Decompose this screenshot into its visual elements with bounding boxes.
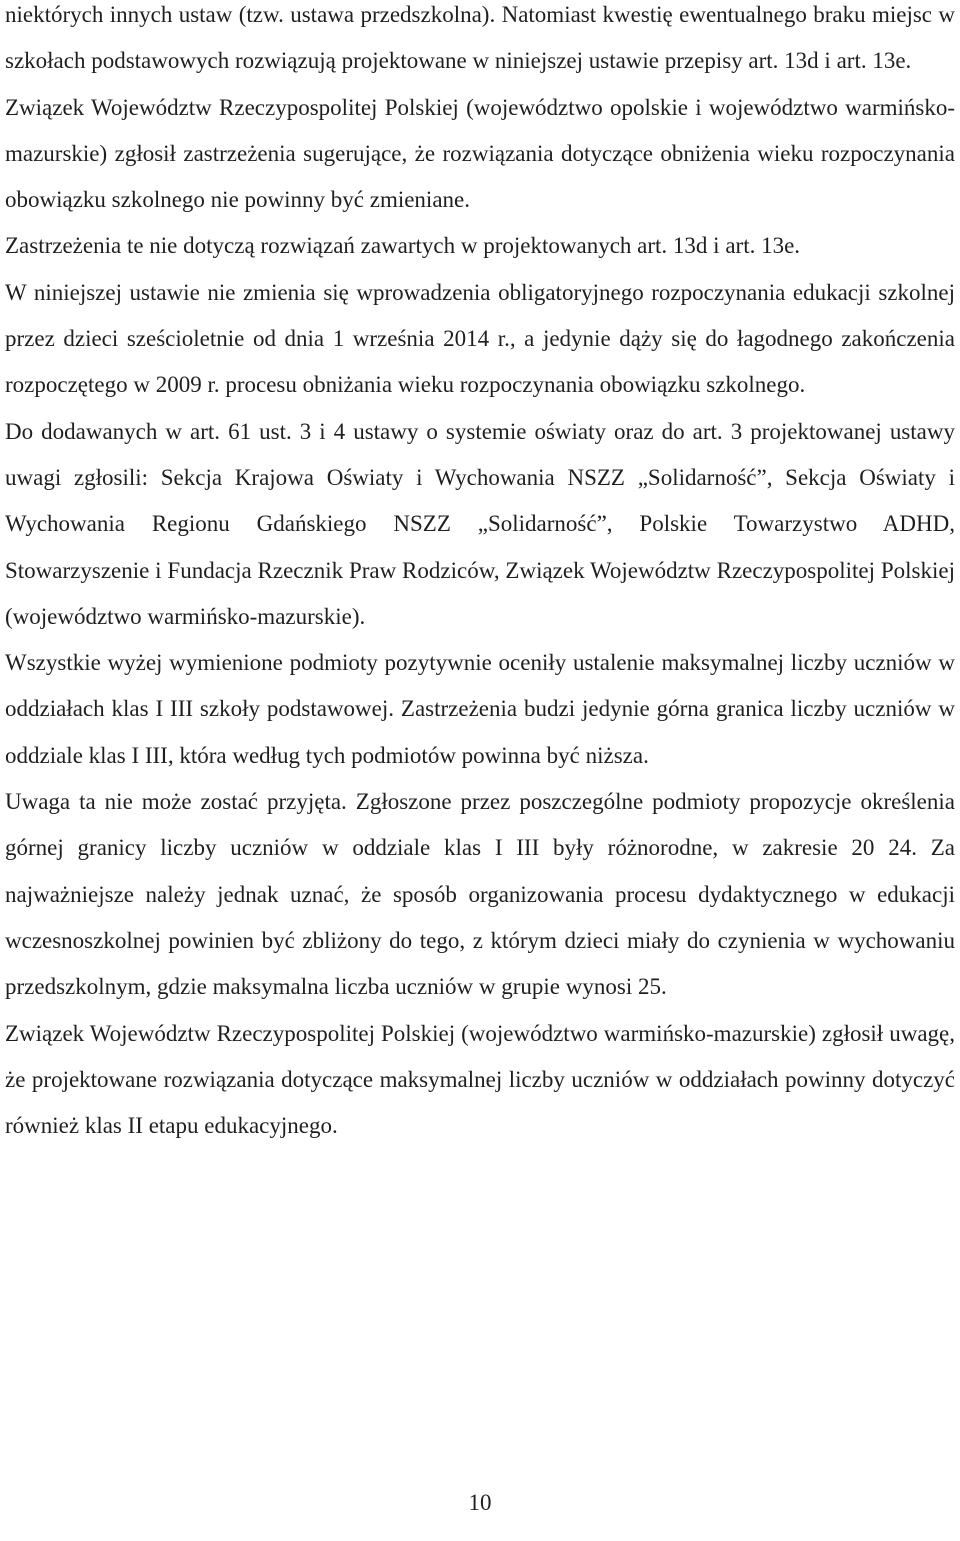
paragraph-6: Wszystkie wyżej wymienione podmioty pozytywnie oceniły ustalenie maksymalnej liczby uczniów w oddziałach klas I III szkoły podstawowej. Zastrzeżenia budzi jedynie górna granica liczby uczniów w oddziale klas I III, która według tych podmiotów powinna być niższa.: [5, 650, 955, 768]
paragraph-5: Do dodawanych w art. 61 ust. 3 i 4 ustawy o systemie oświaty oraz do art. 3 projektowanej ustawy uwagi zgłosili: Sekcja Krajowa Oświaty i Wychowania NSZZ „Solidarność”, Sekcja Oświaty i Wychowania Regionu Gdańskiego NSZZ „Solidarność”, Polskie Towarzystwo ADHD, Stowarzyszenie i Fundacja Rzecznik Praw Rodziców, Związek Województw Rzeczypospolitej Polskiej (województwo warmińsko-mazurskie).: [5, 418, 955, 629]
paragraph-1: niektórych innych ustaw (tzw. ustawa przedszkolna). Natomiast kwestię ewentualnego braku miejsc w szkołach podstawowych rozwiązują projektowane w niniejszej ustawie przepisy art. 13d i art. 13e.: [5, 2, 955, 74]
paragraph-2: Związek Województw Rzeczypospolitej Polskiej (województwo opolskie i województwo warmińsko-mazurskie) zgłosił zastrzeżenia sugerujące, że rozwiązania dotyczące obniżenia wieku rozpoczynania obowiązku szkolnego nie powinny być zmieniane.: [5, 94, 955, 213]
paragraph-3: Zastrzeżenia te nie dotyczą rozwiązań zawartych w projektowanych art. 13d i art. 13e.: [5, 233, 801, 259]
paragraph-8: Związek Województw Rzeczypospolitej Polskiej (województwo warmińsko-mazurskie) zgłosił uwagę, że projektowane rozwiązania dotyczące maksymalnej liczby uczniów w oddziałach powinny dotyczyć również klas II etapu edukacyjnego.: [5, 1020, 955, 1139]
page-number: 10: [468, 1490, 492, 1515]
paragraph-4: W niniejszej ustawie nie zmienia się wprowadzenia obligatoryjnego rozpoczynania edukacji szkolnej przez dzieci sześcioletnie od dnia 1 września 2014 r., a jedynie dąży się do łagodnego zakończenia rozpoczętego w 2009 r. procesu obniżania wieku rozpoczynania obowiązku szkolnego.: [5, 279, 955, 398]
paragraph-7: Uwaga ta nie może zostać przyjęta. Zgłoszone przez poszczególne podmioty propozycje określenia górnej granicy liczby uczniów w oddziale klas I III były różnorodne, w zakresie 20 24. Za najważniejsze należy jednak uznać, że sposób organizowania procesu dydaktycznego w edukacji wczesnoszkolnej powinien być zbliżony do tego, z którym dzieci miały do czynienia w wychowaniu przedszkolnym, gdzie maksymalna liczba uczniów w grupie wynosi 25.: [5, 789, 955, 1000]
document-body: [5, 0, 955, 1149]
